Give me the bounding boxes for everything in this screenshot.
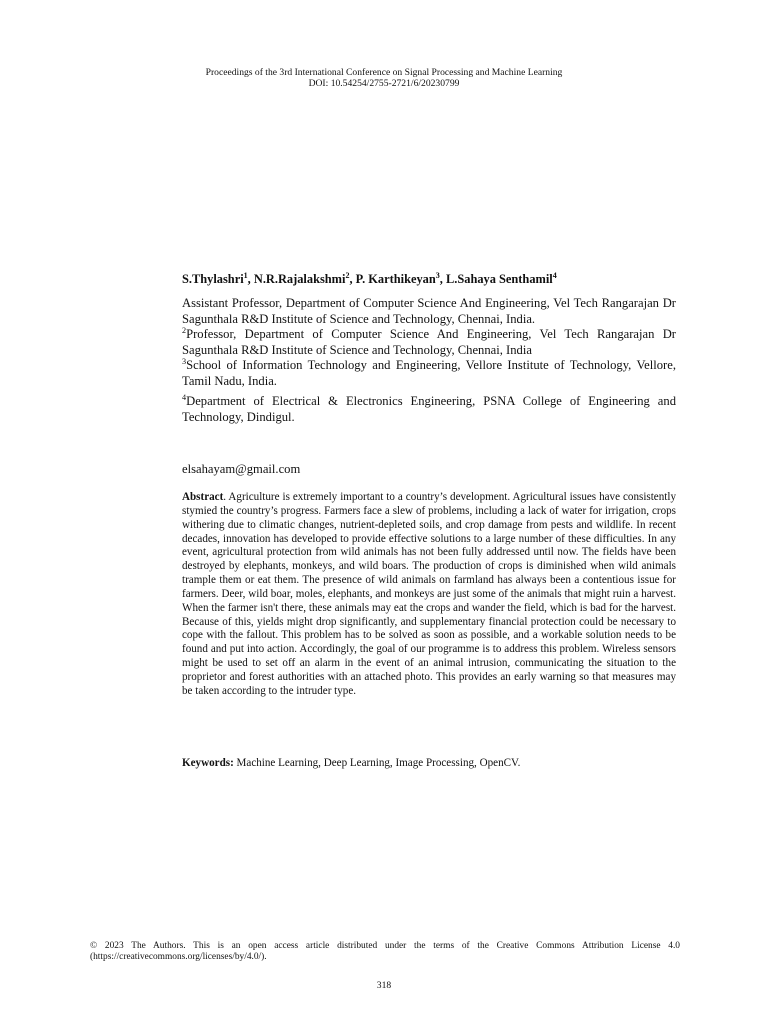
abstract-text: . Agriculture is extremely important to a country’s development. Agricultural issues have consistently stymied the country’s progress. Farmers face a slew of problems, including a lack of water for irrigation, crops withering due to climatic changes, nutrient-depleted soils, and crop damage from pests and wildlife. In recent decades, innovation has developed to provide effective solutions to a large number of these difficulties. In any event, agricultural protection from wild animals has not been fully addressed until now. The fields have been destroyed by elephants, monkeys, and wild boars. The production of crops is diminished when wild animals trample them or eat them. The presence of wild animals on farmland has always been a contentious issue for farmers. Deer, wild boar, moles, elephants, and monkeys are just some of the animals that might ruin a harvest. When the farmer isn't there, these animals may eat the crops and wander the field, which is bad for the harvest. Because of this, yields might drop significantly, and supplementary financial protection could be necessary to cope with the fallout. This problem has to be solved as soon as possible, and a workable solution needs to be found and put into action. Accordingly, the goal of our programme is to address this problem. Wireless sensors might be used to set off an alarm in the event of an animal intrusion, communicating the situation to the proprietor and forest authorities with an attached photo. This provides an early warning so that measures may be taken according to the intruder type.	[182, 491, 676, 697]
author-name: N.R.Rajalakshmi	[253, 272, 346, 286]
running-header	[0, 67, 768, 89]
license-footer: © 2023 The Authors. This is an open access article distributed under the terms of the Creative Commons Attribution License 4.0 (https://creativecommons.org/licenses/by/4.0/).	[90, 941, 680, 962]
keywords-label: Keywords:	[182, 757, 234, 769]
keywords-text: Machine Learning, Deep Learning, Image Processing, OpenCV.	[233, 757, 521, 769]
abstract-label: Abstract	[182, 491, 224, 503]
author-name: S.Thylashri	[182, 272, 244, 286]
affiliation-4: $^4$Department of Electrical & Electronics Engineering, PSNA College of Engineering and Technology, Dindigul.	[182, 392, 676, 424]
author-affil-mark: 3	[435, 270, 440, 280]
abstract	[182, 491, 676, 699]
author-affil-mark: 4	[552, 270, 557, 280]
doi: DOI: 10.54254/2755-2721/6/20230799	[308, 78, 460, 89]
keywords	[182, 757, 676, 769]
affiliation-1: Assistant Professor, Department of Computer Science And Engineering, Vel Tech Rangarajan Dr Sagunthala R&D Institute of Science and Technology, Chennai, India.	[182, 296, 676, 326]
affiliation-3: $^3$School of Information Technology and Engineering, Vellore Institute of Technology, Vellore, Tamil Nadu, India.	[182, 356, 676, 388]
affiliation-2: $^2$Professor, Department of Computer Science And Engineering, Vel Tech Rangarajan Dr Sagunthala R&D Institute of Science and Technology, Chennai, India	[182, 325, 676, 357]
author-name: L.Sahaya Senthamil	[446, 272, 553, 286]
author-affil-mark: 1	[243, 270, 248, 280]
page-number: 318	[376, 980, 392, 991]
conference-title: Proceedings of the 3rd International Conference on Signal Processing and Machine Learning	[205, 67, 563, 78]
author-list: S.Thylashri$^1$, N.R.Rajalakshmi$^2$, P. Karthikeyan$^3$, L.Sahaya Senthamil$^4$	[182, 270, 557, 286]
corresponding-email[interactable]: elsahayam@gmail.com	[182, 462, 301, 476]
author-affil-mark: 2	[345, 270, 350, 280]
author-name: P. Karthikeyan	[355, 272, 436, 286]
